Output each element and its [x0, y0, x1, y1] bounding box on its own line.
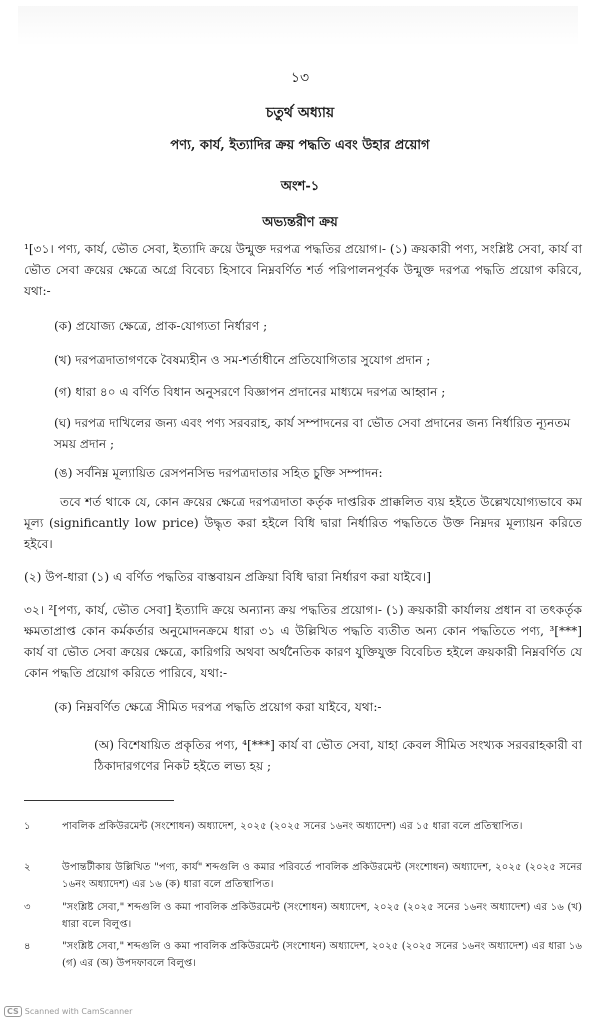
footnote-1	[24, 818, 584, 852]
footnote-text: পাবলিক প্রকিউরমেন্ট (সংশোধন) অধ্যাদেশ, ২০২৫ (২০২৫ সনের ১৬নং অধ্যাদেশ) এর ১৫ ধারা বলে প্রতিস্থাপিত।	[62, 821, 523, 832]
section-32-item-ka: (ক) নিম্নবর্ণিত ক্ষেত্রে সীমিত দরপত্র পদ্ধতি প্রয়োগ করা যাইবে, যথা:-	[54, 700, 382, 714]
footnote-text: উপান্তটীকায় উল্লিখিত "পণ্য, কার্য" শব্দগুলি ও কমার পরিবর্তে পাবলিক প্রকিউরমেন্ট (সংশোধন) অধ্যাদেশ, ২০২৫ (২০২৫ সনের ১৬নং অধ্যাদেশ) এর ১৬ (ক) ধারা বলে প্রতিস্থাপিত।	[62, 862, 582, 890]
footnote-text: "সংশ্লিষ্ট সেবা," শব্দগুলি ও কমা পাবলিক প্রকিউরমেন্ট (সংশোধন) অধ্যাদেশ, ২০২৫ (২০২৫ সনের ১৬নং অধ্যাদেশ) এর ধারা ১৬ (গ) এর (অ) উপদফাবলে বিলুপ্ত।	[62, 941, 582, 969]
footnote-3	[24, 899, 584, 933]
section-32-text: ৩২। ²[পণ্য, কার্য, ভৌত সেবা] ইত্যাদি ক্রয়ে অন্যান্য ক্রয় পদ্ধতির প্রয়োগ।- (১) ক্রয়কারী কার্যালয় প্রধান বা তৎকর্তৃক ক্ষমতাপ্রাপ্ত কোন কর্মকর্তার অনুমোদনক্রমে ধারা ৩১ এ উল্লিখিত পদ্ধতি ব্যতীত অন্য কোন পদ্ধতিতে পণ্য, ³[***] কার্য বা ভৌত সেবা ক্রয়ের ক্ষেত্রে, কারিগরি অথবা অর্থনৈতিক কারণ যুক্তিযুক্ত বিবেচিত হইলে ক্রয়কারী নিম্নবর্ণিত যে কোন পদ্ধতি প্রয়োগ করিতে পারিবে, যথা:-	[24, 603, 582, 680]
section-31-proviso: তবে শর্ত থাকে যে, কোন ক্রয়ের ক্ষেত্রে দরপত্রদাতা কর্তৃক দাপ্তরিক প্রাক্কলিত ব্যয় হইতে উল্লেখযোগ্যভাবে কম মূল্য (significantly low price) উদ্ধৃত করা হইলে বিধি দ্বারা নির্ধারিত পদ্ধতিতে উক্ত নিম্নদর মূল্যায়ন করিতে হইবে।	[24, 495, 582, 551]
scanner-text: Scanned with CamScanner	[24, 1007, 133, 1016]
scan-bleed	[18, 6, 578, 46]
section-31-item-kha: (খ) দরপত্রদাতাগণকে বৈষম্যহীন ও সম-শর্তাধীনে প্রতিযোগিতার সুযোগ প্রদান ;	[54, 353, 431, 367]
chapter-title: চতুর্থ অধ্যায়	[265, 105, 335, 121]
footnote-divider	[24, 800, 174, 801]
chapter-subtitle: পণ্য, কার্য, ইত্যাদির ক্রয় পদ্ধতি এবং উহার প্রয়োগ	[170, 138, 430, 153]
section-31-item-ka: (ক) প্রযোজ্য ক্ষেত্রে, প্রাক-যোগ্যতা নির্ধারণ ;	[54, 319, 268, 333]
section-31-item-umo: (ঙ) সর্বনিম্ন মূল্যায়িত রেসপনসিভ দরপত্রদাতার সহিত চুক্তি সম্পাদন:	[54, 466, 383, 480]
footnote-2	[24, 859, 584, 893]
page-number: ১৩	[290, 70, 310, 86]
section-31-subsection-2: (২) উপ-ধারা (১) এ বর্ণিত পদ্ধতির বাস্তবায়ন প্রক্রিয়া বিধি দ্বারা নির্ধারণ করা যাইবে।]	[24, 570, 432, 584]
section-31-item-gha: (ঘ) দরপত্র দাখিলের জন্য এবং পণ্য সরবরাহ, কার্য সম্পাদনের বা ভৌত সেবা প্রদানের জন্য নির্ধারিত ন্যূনতম সময় প্রদান ;	[54, 416, 571, 451]
section-heading: অভ্যন্তরীণ ক্রয়	[262, 215, 338, 230]
footnote-text: "সংশ্লিষ্ট সেবা," শব্দগুলি ও কমা পাবলিক প্রকিউরমেন্ট (সংশোধন) অধ্যাদেশ, ২০২৫ (২০২৫ সনের ১৬নং অধ্যাদেশ) এর ১৬ (খ) ধারা বলে বিলুপ্ত।	[62, 902, 582, 930]
section-31-text: ¹[৩১। পণ্য, কার্য, ভৌত সেবা, ইত্যাদি ক্রয়ে উন্মুক্ত দরপত্র পদ্ধতির প্রয়োগ।- (১) ক্রয়কারী পণ্য, সংশ্লিষ্ট সেবা, কার্য বা ভৌত সেবা ক্রয়ের ক্ষেত্রে অগ্রে বিবেচ্য হিসাবে নিম্নবর্ণিত শর্ত পরিপালনপূর্বক উন্মুক্ত দরপত্র পদ্ধতি প্রয়োগ করিবে, যথা:-	[24, 242, 582, 298]
footnote-number: ২	[24, 862, 31, 873]
footnote-number: ১	[24, 821, 31, 832]
scanner-watermark	[4, 1006, 132, 1017]
footnote-number: ৩	[24, 902, 31, 913]
section-32-subitem-a: (অ) বিশেষায়িত প্রকৃতির পণ্য, ⁴[***] কার্য বা ভৌত সেবা, যাহা কেবল সীমিত সংখ্যক সরবরাহকারী বা ঠিকাদারগণের নিকট হইতে লভ্য হয় ;	[94, 738, 582, 773]
part-heading: অংশ-১	[280, 179, 320, 194]
footnote-number: ৪	[24, 941, 31, 952]
section-31-item-ga: (গ) ধারা ৪০ এ বর্ণিত বিধান অনুসরণে বিজ্ঞাপন প্রদানের মাধ্যমে দরপত্র আহ্বান ;	[54, 385, 446, 399]
footnote-4	[24, 938, 584, 972]
camscanner-icon: CS	[4, 1006, 22, 1017]
